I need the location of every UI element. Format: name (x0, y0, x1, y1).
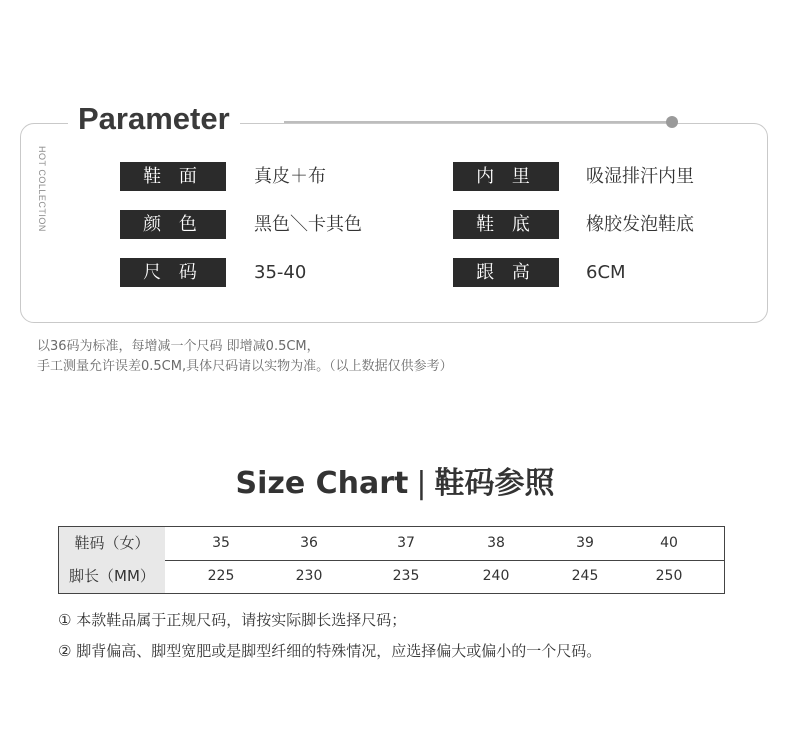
tip-2: ② 脚背偏高、脚型宽肥或是脚型纤细的特殊情况，应选择偏大或偏小的一个尺码。 (58, 642, 602, 660)
table-cell: 240 (482, 568, 510, 584)
row-header-shoe-size: 鞋码（女） (59, 527, 165, 560)
table-cell: 230 (295, 568, 323, 584)
label-size: 尺 码 (120, 258, 226, 287)
value-heel-height: 6CM (586, 262, 626, 283)
size-table (58, 526, 725, 594)
tip-1: ① 本款鞋品属于正规尺码，请按实际脚长选择尺码； (58, 611, 407, 629)
size-chart-title-en: Size Chart (235, 466, 409, 501)
table-cell: 235 (392, 568, 420, 584)
label-upper: 鞋 面 (120, 162, 226, 191)
value-upper: 真皮＋布 (254, 166, 326, 187)
hot-collection-side-text: HOT COLLECTION (37, 146, 47, 232)
table-cell: 39 (576, 535, 594, 551)
title-divider-dot (666, 116, 678, 128)
title-divider-line (284, 121, 672, 123)
size-chart-title-separator: | (416, 466, 427, 501)
label-lining: 内 里 (453, 162, 559, 191)
table-cell: 37 (397, 535, 415, 551)
table-cell: 36 (300, 535, 318, 551)
parameter-title: Parameter (68, 100, 240, 138)
table-cell: 245 (571, 568, 599, 584)
size-note-2: 手工测量允许误差0.5CM,具体尺码请以实物为准。（以上数据仅供参考） (37, 359, 453, 374)
size-note-1: 以36码为标准，每增减一个尺码 即增减0.5CM， (37, 339, 320, 354)
table-row-sizes (59, 527, 724, 561)
value-lining: 吸湿排汗内里 (586, 166, 694, 187)
table-cell: 250 (655, 568, 683, 584)
value-color: 黑色＼卡其色 (254, 214, 362, 235)
value-size: 35-40 (254, 262, 307, 283)
table-cell: 225 (207, 568, 235, 584)
table-cell: 40 (660, 535, 678, 551)
label-heel-height: 跟 高 (453, 258, 559, 287)
table-cell: 38 (487, 535, 505, 551)
label-sole: 鞋 底 (453, 210, 559, 239)
label-color: 颜 色 (120, 210, 226, 239)
value-sole: 橡胶发泡鞋底 (586, 214, 694, 235)
table-cell: 35 (212, 535, 230, 551)
table-row-lengths (59, 560, 724, 593)
row-header-foot-length: 脚长（MM） (59, 560, 165, 593)
size-chart-title-cn: 鞋码参照 (434, 466, 555, 501)
size-chart-title (0, 464, 790, 504)
